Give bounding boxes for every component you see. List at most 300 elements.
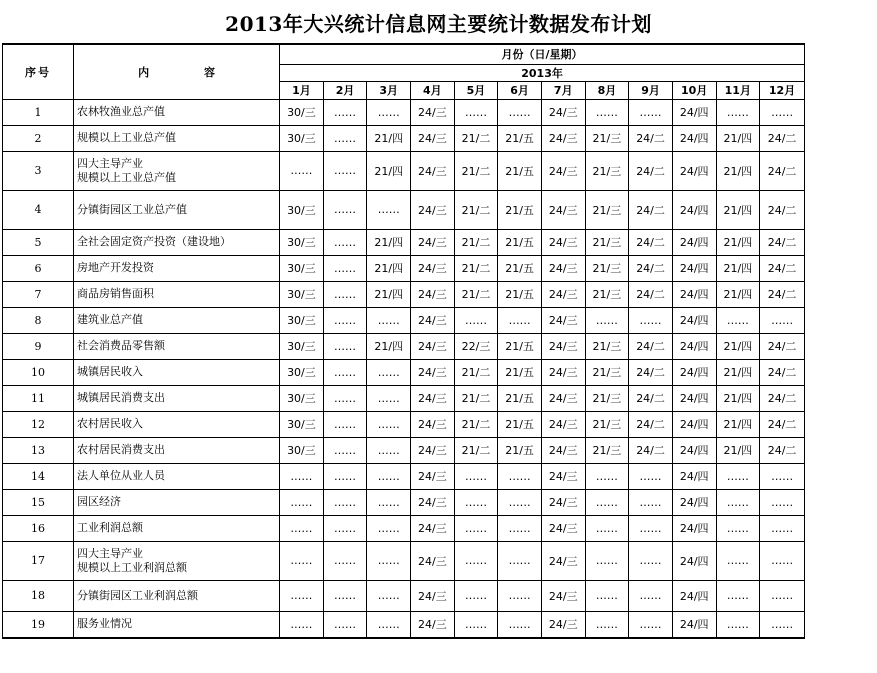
release-date-cell: 21/三 [585,151,629,190]
release-date-cell: 24/三 [541,411,585,437]
release-date-cell: 21/五 [498,411,542,437]
release-date-cell: 21/二 [454,359,498,385]
release-date-cell: …… [454,541,498,580]
row-item-line: 城镇居民消费支出 [77,391,166,404]
release-date-cell: 24/二 [629,151,673,190]
table-row [3,125,805,151]
release-date-cell: 24/三 [411,255,455,281]
release-date-cell: …… [323,359,367,385]
row-item-line: 建筑业总产值 [77,313,144,326]
header-month: 7月 [541,81,585,99]
row-number: 16 [3,515,74,541]
release-date-cell: 24/四 [672,255,716,281]
release-date-cell: …… [716,99,760,125]
release-date-cell: 21/二 [454,281,498,307]
release-date-cell: 24/四 [672,307,716,333]
release-date-cell: 24/三 [541,359,585,385]
row-number: 11 [3,385,74,411]
release-date-cell: 21/二 [454,190,498,229]
table-row [3,489,805,515]
release-date-cell: …… [280,541,324,580]
row-number: 1 [3,99,74,125]
release-date-cell: …… [367,611,411,638]
release-date-cell: …… [716,611,760,638]
release-date-cell: …… [367,437,411,463]
release-date-cell: 21/四 [367,281,411,307]
release-date-cell: …… [498,580,542,611]
release-date-cell: 24/四 [672,125,716,151]
release-date-cell: …… [629,541,673,580]
release-date-cell: 24/三 [411,580,455,611]
release-date-cell: …… [585,515,629,541]
table-row [3,385,805,411]
row-item-line: 规模以上工业总产值 [77,170,177,184]
release-date-cell: 24/三 [541,541,585,580]
row-item-line: 四大主导产业 [77,546,144,560]
row-item-line: 农村居民收入 [77,417,144,430]
row-item-line: 商品房销售面积 [77,287,155,300]
row-item-line: 分镇街园区工业利润总额 [77,588,199,602]
release-date-cell: 30/三 [280,333,324,359]
release-date-cell: …… [454,489,498,515]
release-date-cell: 24/三 [411,541,455,580]
release-date-cell: …… [323,229,367,255]
header-month: 1月 [280,81,324,99]
release-date-cell: …… [585,307,629,333]
row-number: 8 [3,307,74,333]
release-date-cell: 24/四 [672,463,716,489]
table-row [3,333,805,359]
release-date-cell: …… [716,541,760,580]
row-number: 14 [3,463,74,489]
release-date-cell: 24/三 [541,333,585,359]
release-date-cell: 24/二 [629,385,673,411]
release-date-cell: …… [629,307,673,333]
release-date-cell: …… [323,151,367,190]
release-date-cell: 21/二 [454,151,498,190]
release-date-cell: 24/四 [672,580,716,611]
release-date-cell: 21/三 [585,437,629,463]
release-date-cell: 24/二 [760,411,805,437]
release-date-cell: 24/三 [541,385,585,411]
release-date-cell: 24/二 [760,281,805,307]
release-date-cell: …… [629,99,673,125]
release-date-cell: 21/三 [585,333,629,359]
release-date-cell: …… [367,385,411,411]
release-date-cell: 21/三 [585,255,629,281]
release-date-cell: 21/五 [498,281,542,307]
release-date-cell: 24/二 [760,333,805,359]
row-item [74,281,280,307]
row-item-line: 城镇居民收入 [77,365,144,378]
release-date-cell: …… [367,541,411,580]
release-date-cell: …… [323,541,367,580]
row-item [74,580,280,611]
release-date-cell: 24/三 [541,151,585,190]
header-month: 9月 [629,81,673,99]
release-date-cell: …… [323,125,367,151]
release-date-cell: 24/四 [672,281,716,307]
release-date-cell: 24/二 [760,151,805,190]
header-month-group: 月份（日/星期） [280,44,805,64]
row-item [74,255,280,281]
release-date-cell: …… [454,99,498,125]
release-date-cell: 21/四 [367,255,411,281]
row-item [74,463,280,489]
row-item-line: 工业利润总额 [77,521,144,534]
release-date-cell: …… [367,359,411,385]
release-date-cell: …… [367,190,411,229]
release-date-cell: 21/三 [585,281,629,307]
row-number: 10 [3,359,74,385]
release-date-cell: 24/四 [672,385,716,411]
release-date-cell: …… [585,463,629,489]
release-date-cell: 21/三 [585,190,629,229]
row-item [74,99,280,125]
release-date-cell: 21/五 [498,151,542,190]
release-date-cell: 21/四 [716,411,760,437]
release-date-cell: 24/二 [629,281,673,307]
release-date-cell: 24/三 [411,411,455,437]
release-date-cell: 24/二 [760,125,805,151]
row-item-line: 四大主导产业 [77,156,144,170]
release-date-cell: …… [323,385,367,411]
release-date-cell: …… [585,541,629,580]
release-date-cell: …… [760,307,805,333]
release-date-cell: 24/二 [629,125,673,151]
release-date-cell: …… [280,580,324,611]
release-date-cell: …… [280,489,324,515]
release-date-cell: 24/三 [541,125,585,151]
release-date-cell: 21/四 [367,333,411,359]
row-item-line: 园区经济 [77,495,122,508]
row-number: 6 [3,255,74,281]
row-item [74,515,280,541]
header-month: 5月 [454,81,498,99]
release-date-cell: …… [498,99,542,125]
release-date-cell: …… [454,611,498,638]
row-number: 13 [3,437,74,463]
release-date-cell: …… [454,515,498,541]
release-plan-table [2,43,805,639]
row-item [74,385,280,411]
release-date-cell: 30/三 [280,125,324,151]
release-date-cell: 24/二 [629,411,673,437]
release-date-cell: 24/三 [411,281,455,307]
release-date-cell: 24/四 [672,359,716,385]
release-date-cell: …… [280,611,324,638]
row-item [74,151,280,190]
release-date-cell: 24/三 [411,151,455,190]
row-item [74,541,280,580]
release-date-cell: …… [760,463,805,489]
release-date-cell: 24/二 [760,229,805,255]
release-date-cell: …… [716,463,760,489]
header-month: 12月 [760,81,805,99]
row-item [74,307,280,333]
release-date-cell: 21/四 [716,125,760,151]
row-item [74,437,280,463]
release-date-cell: 21/五 [498,385,542,411]
release-date-cell: …… [585,611,629,638]
release-date-cell: …… [454,580,498,611]
release-date-cell: 24/三 [411,359,455,385]
row-item [74,611,280,638]
header-month: 11月 [716,81,760,99]
row-item [74,359,280,385]
table-row [3,281,805,307]
release-date-cell: …… [323,580,367,611]
row-item-line: 服务业情况 [77,617,133,631]
release-date-cell: 21/四 [716,333,760,359]
release-date-cell: …… [629,463,673,489]
release-date-cell: 24/二 [629,190,673,229]
release-date-cell: …… [760,541,805,580]
row-number: 19 [3,611,74,638]
table-row [3,580,805,611]
release-date-cell: 24/二 [629,359,673,385]
release-date-cell: 21/二 [454,229,498,255]
release-date-cell: 24/三 [411,515,455,541]
row-number: 5 [3,229,74,255]
release-date-cell: 24/四 [672,489,716,515]
table-row [3,411,805,437]
table-row [3,359,805,385]
release-date-cell: 30/三 [280,307,324,333]
release-date-cell: 21/四 [716,359,760,385]
release-date-cell: 24/三 [411,489,455,515]
release-date-cell: 24/三 [541,255,585,281]
release-date-cell: 24/二 [629,229,673,255]
release-date-cell: 21/三 [585,411,629,437]
release-date-cell: 21/三 [585,385,629,411]
table-row [3,229,805,255]
header-month: 4月 [411,81,455,99]
release-date-cell: 21/四 [716,151,760,190]
release-date-cell: …… [716,515,760,541]
release-date-cell: 24/三 [541,611,585,638]
release-date-cell: 24/三 [541,489,585,515]
release-date-cell: 24/三 [541,99,585,125]
release-date-cell: 30/三 [280,99,324,125]
release-date-cell: …… [629,515,673,541]
release-date-cell: 24/三 [541,463,585,489]
release-date-cell: …… [498,489,542,515]
release-date-cell: …… [367,463,411,489]
release-date-cell: 24/二 [629,437,673,463]
release-date-cell: 21/三 [585,125,629,151]
release-date-cell: 24/三 [411,190,455,229]
release-date-cell: 24/三 [411,611,455,638]
release-date-cell: …… [280,151,324,190]
release-date-cell: 21/四 [716,255,760,281]
release-date-cell: …… [454,463,498,489]
release-date-cell: 21/四 [716,385,760,411]
row-number: 7 [3,281,74,307]
row-item [74,333,280,359]
release-date-cell: 24/二 [760,255,805,281]
row-number: 17 [3,541,74,580]
release-date-cell: 24/三 [411,385,455,411]
release-date-cell: 24/三 [541,307,585,333]
release-date-cell: …… [280,515,324,541]
row-item-line: 农村居民消费支出 [77,443,166,456]
release-date-cell: 24/二 [629,333,673,359]
release-date-cell: 30/三 [280,281,324,307]
release-date-cell: …… [629,489,673,515]
release-date-cell: 24/三 [411,333,455,359]
row-number: 9 [3,333,74,359]
row-item [74,489,280,515]
release-date-cell: 24/二 [760,385,805,411]
release-date-cell: 21/四 [716,281,760,307]
release-date-cell: 24/三 [541,515,585,541]
release-date-cell: 24/四 [672,229,716,255]
release-date-cell: …… [760,515,805,541]
release-date-cell: 21/二 [454,125,498,151]
release-date-cell: …… [498,463,542,489]
release-date-cell: 21/二 [454,385,498,411]
release-date-cell: …… [323,611,367,638]
release-date-cell: 30/三 [280,359,324,385]
release-date-cell: 21/三 [585,229,629,255]
table-row [3,255,805,281]
table-row [3,151,805,190]
release-date-cell: 24/三 [411,229,455,255]
release-date-cell: 21/四 [367,229,411,255]
row-item-line: 规模以上工业利润总额 [77,560,188,574]
row-item [74,190,280,229]
release-date-cell: 24/四 [672,541,716,580]
release-date-cell: 24/三 [411,437,455,463]
release-date-cell: 21/三 [585,359,629,385]
release-date-cell: 21/四 [716,437,760,463]
release-date-cell: 21/五 [498,190,542,229]
release-date-cell: …… [367,515,411,541]
release-date-cell: …… [323,190,367,229]
release-date-cell: …… [367,307,411,333]
header-month: 6月 [498,81,542,99]
release-date-cell: …… [716,489,760,515]
row-number: 2 [3,125,74,151]
release-date-cell: 21/二 [454,411,498,437]
release-date-cell: …… [323,437,367,463]
release-date-cell: …… [716,580,760,611]
release-date-cell: …… [498,307,542,333]
release-date-cell: …… [760,611,805,638]
release-date-cell: …… [716,307,760,333]
release-date-cell: 21/二 [454,437,498,463]
row-item [74,125,280,151]
row-number: 18 [3,580,74,611]
release-date-cell: 21/五 [498,333,542,359]
release-date-cell: 24/二 [760,190,805,229]
release-date-cell: 24/三 [541,229,585,255]
release-date-cell: 24/二 [760,437,805,463]
release-date-cell: 24/四 [672,333,716,359]
release-date-cell: …… [367,489,411,515]
release-date-cell: …… [323,99,367,125]
release-date-cell: 24/三 [411,99,455,125]
release-date-cell: 24/三 [541,580,585,611]
release-date-cell: 24/四 [672,515,716,541]
header-content: 内 容 [74,44,280,99]
release-date-cell: 21/四 [716,229,760,255]
header-month: 8月 [585,81,629,99]
release-date-cell: 24/二 [629,255,673,281]
row-item-line: 分镇街园区工业总产值 [77,202,188,216]
release-date-cell: 22/三 [454,333,498,359]
release-date-cell: …… [498,515,542,541]
release-date-cell: …… [585,489,629,515]
header-seq: 序号 [3,44,74,99]
row-number: 3 [3,151,74,190]
row-item [74,229,280,255]
row-number: 12 [3,411,74,437]
row-item-line: 农林牧渔业总产值 [77,105,166,118]
row-item [74,411,280,437]
release-date-cell: …… [323,515,367,541]
release-date-cell: …… [585,580,629,611]
release-date-cell: 24/四 [672,99,716,125]
release-date-cell: …… [760,99,805,125]
release-date-cell: 24/二 [760,359,805,385]
release-date-cell: 21/四 [367,151,411,190]
release-date-cell: 30/三 [280,190,324,229]
row-number: 4 [3,190,74,229]
release-date-cell: 21/四 [367,125,411,151]
release-date-cell: …… [323,489,367,515]
release-date-cell: …… [280,463,324,489]
release-date-cell: …… [323,463,367,489]
release-date-cell: 21/五 [498,437,542,463]
release-date-cell: 21/五 [498,255,542,281]
release-date-cell: …… [454,307,498,333]
release-date-cell: 24/四 [672,190,716,229]
table-row [3,541,805,580]
table-row [3,437,805,463]
header-year: 2013年 [280,64,805,81]
table-row [3,307,805,333]
release-date-cell: 24/四 [672,151,716,190]
release-date-cell: 30/三 [280,437,324,463]
release-date-cell: …… [367,580,411,611]
release-date-cell: 24/四 [672,411,716,437]
release-date-cell: 21/五 [498,359,542,385]
row-item-line: 社会消费品零售额 [77,339,166,352]
release-date-cell: 21/四 [716,190,760,229]
release-date-cell: …… [323,333,367,359]
table-row [3,611,805,638]
release-date-cell: 24/三 [411,463,455,489]
release-date-cell: 24/四 [672,437,716,463]
table-row [3,463,805,489]
table-row [3,99,805,125]
release-date-cell: …… [760,489,805,515]
header-month: 3月 [367,81,411,99]
release-date-cell: 24/三 [411,125,455,151]
header-month: 2月 [323,81,367,99]
release-date-cell: 30/三 [280,411,324,437]
table-row [3,515,805,541]
release-date-cell: …… [367,99,411,125]
release-date-cell: 24/三 [541,281,585,307]
release-date-cell: …… [323,411,367,437]
table-row [3,190,805,229]
release-date-cell: …… [323,307,367,333]
release-date-cell: 24/三 [411,307,455,333]
release-date-cell: 21/五 [498,229,542,255]
